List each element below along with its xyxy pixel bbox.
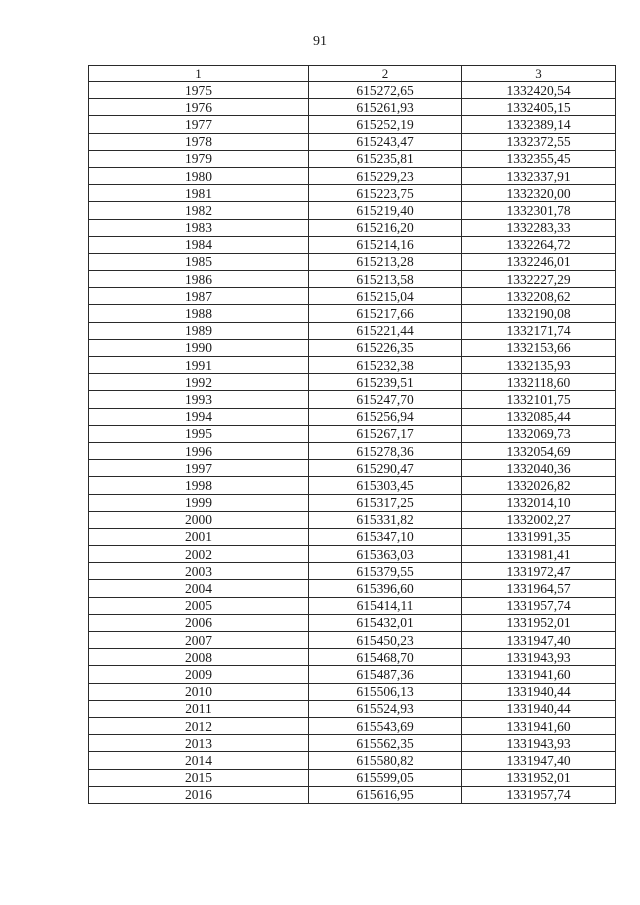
y-coordinate-cell: 1332085,44 [462, 408, 616, 425]
x-coordinate-cell: 615506,13 [309, 683, 462, 700]
x-coordinate-cell: 615216,20 [309, 219, 462, 236]
x-coordinate-cell: 615213,28 [309, 253, 462, 270]
y-coordinate-cell: 1332040,36 [462, 460, 616, 477]
point-number-cell: 2005 [89, 597, 309, 614]
point-number-cell: 1984 [89, 236, 309, 253]
table-row [89, 82, 616, 99]
table-row [89, 425, 616, 442]
point-number-cell: 2002 [89, 546, 309, 563]
x-coordinate-cell: 615599,05 [309, 769, 462, 786]
y-coordinate-cell: 1332320,00 [462, 185, 616, 202]
table-row [89, 116, 616, 133]
x-coordinate-cell: 615543,69 [309, 717, 462, 734]
x-coordinate-cell: 615379,55 [309, 563, 462, 580]
y-coordinate-cell: 1331957,74 [462, 597, 616, 614]
y-coordinate-cell: 1332171,74 [462, 322, 616, 339]
point-number-cell: 1978 [89, 133, 309, 150]
table-row [89, 305, 616, 322]
table-row [89, 236, 616, 253]
y-coordinate-cell: 1331972,47 [462, 563, 616, 580]
table-row [89, 735, 616, 752]
x-coordinate-cell: 615232,38 [309, 357, 462, 374]
point-number-cell: 1982 [89, 202, 309, 219]
y-coordinate-cell: 1332246,01 [462, 253, 616, 270]
table-row [89, 408, 616, 425]
y-coordinate-cell: 1332264,72 [462, 236, 616, 253]
point-number-cell: 2008 [89, 649, 309, 666]
table-row [89, 374, 616, 391]
table-row [89, 632, 616, 649]
point-number-cell: 2003 [89, 563, 309, 580]
point-number-cell: 1981 [89, 185, 309, 202]
y-coordinate-cell: 1331940,44 [462, 683, 616, 700]
table-row [89, 666, 616, 683]
table-row [89, 202, 616, 219]
y-coordinate-cell: 1332026,82 [462, 477, 616, 494]
y-coordinate-cell: 1332420,54 [462, 82, 616, 99]
column-header-1: 1 [89, 66, 309, 82]
y-coordinate-cell: 1331941,60 [462, 666, 616, 683]
x-coordinate-cell: 615278,36 [309, 442, 462, 459]
point-number-cell: 2011 [89, 700, 309, 717]
table-row [89, 339, 616, 356]
table-row [89, 700, 616, 717]
table-row [89, 150, 616, 167]
y-coordinate-cell: 1332190,08 [462, 305, 616, 322]
point-number-cell: 2007 [89, 632, 309, 649]
x-coordinate-cell: 615487,36 [309, 666, 462, 683]
table-body [89, 82, 616, 804]
x-coordinate-cell: 615396,60 [309, 580, 462, 597]
y-coordinate-cell: 1332002,27 [462, 511, 616, 528]
y-coordinate-cell: 1332118,60 [462, 374, 616, 391]
y-coordinate-cell: 1331952,01 [462, 614, 616, 631]
x-coordinate-cell: 615243,47 [309, 133, 462, 150]
column-header-2: 2 [309, 66, 462, 82]
x-coordinate-cell: 615580,82 [309, 752, 462, 769]
point-number-cell: 1987 [89, 288, 309, 305]
table-row [89, 494, 616, 511]
y-coordinate-cell: 1332153,66 [462, 339, 616, 356]
point-number-cell: 1988 [89, 305, 309, 322]
x-coordinate-cell: 615317,25 [309, 494, 462, 511]
point-number-cell: 1994 [89, 408, 309, 425]
table-row [89, 99, 616, 116]
x-coordinate-cell: 615261,93 [309, 99, 462, 116]
point-number-cell: 2014 [89, 752, 309, 769]
point-number-cell: 1975 [89, 82, 309, 99]
table-row [89, 649, 616, 666]
table-row [89, 253, 616, 270]
point-number-cell: 1995 [89, 425, 309, 442]
y-coordinate-cell: 1332069,73 [462, 425, 616, 442]
point-number-cell: 2010 [89, 683, 309, 700]
x-coordinate-cell: 615252,19 [309, 116, 462, 133]
point-number-cell: 1979 [89, 150, 309, 167]
table-row [89, 563, 616, 580]
point-number-cell: 1985 [89, 253, 309, 270]
x-coordinate-cell: 615331,82 [309, 511, 462, 528]
table-row [89, 786, 616, 803]
x-coordinate-cell: 615247,70 [309, 391, 462, 408]
x-coordinate-cell: 615414,11 [309, 597, 462, 614]
point-number-cell: 2006 [89, 614, 309, 631]
point-number-cell: 2001 [89, 528, 309, 545]
x-coordinate-cell: 615215,04 [309, 288, 462, 305]
x-coordinate-cell: 615217,66 [309, 305, 462, 322]
x-coordinate-cell: 615524,93 [309, 700, 462, 717]
table-row [89, 752, 616, 769]
point-number-cell: 1992 [89, 374, 309, 391]
point-number-cell: 2015 [89, 769, 309, 786]
point-number-cell: 2016 [89, 786, 309, 803]
y-coordinate-cell: 1332389,14 [462, 116, 616, 133]
table-row [89, 167, 616, 184]
table-row [89, 391, 616, 408]
table-row [89, 597, 616, 614]
y-coordinate-cell: 1332227,29 [462, 271, 616, 288]
point-number-cell: 1997 [89, 460, 309, 477]
table-row [89, 546, 616, 563]
point-number-cell: 2000 [89, 511, 309, 528]
table-row [89, 683, 616, 700]
y-coordinate-cell: 1332283,33 [462, 219, 616, 236]
point-number-cell: 1977 [89, 116, 309, 133]
x-coordinate-cell: 615239,51 [309, 374, 462, 391]
table-row [89, 442, 616, 459]
y-coordinate-cell: 1331947,40 [462, 632, 616, 649]
x-coordinate-cell: 615272,65 [309, 82, 462, 99]
point-number-cell: 1986 [89, 271, 309, 288]
y-coordinate-cell: 1331943,93 [462, 649, 616, 666]
x-coordinate-cell: 615303,45 [309, 477, 462, 494]
table-row [89, 322, 616, 339]
point-number-cell: 2004 [89, 580, 309, 597]
point-number-cell: 1999 [89, 494, 309, 511]
x-coordinate-cell: 615616,95 [309, 786, 462, 803]
table-row [89, 769, 616, 786]
table-row [89, 271, 616, 288]
point-number-cell: 1980 [89, 167, 309, 184]
point-number-cell: 1989 [89, 322, 309, 339]
point-number-cell: 1998 [89, 477, 309, 494]
y-coordinate-cell: 1331981,41 [462, 546, 616, 563]
y-coordinate-cell: 1332372,55 [462, 133, 616, 150]
y-coordinate-cell: 1331940,44 [462, 700, 616, 717]
x-coordinate-cell: 615267,17 [309, 425, 462, 442]
y-coordinate-cell: 1332208,62 [462, 288, 616, 305]
table-row [89, 717, 616, 734]
x-coordinate-cell: 615562,35 [309, 735, 462, 752]
table-row [89, 133, 616, 150]
x-coordinate-cell: 615226,35 [309, 339, 462, 356]
table-header [89, 66, 616, 82]
point-number-cell: 2013 [89, 735, 309, 752]
point-number-cell: 1996 [89, 442, 309, 459]
x-coordinate-cell: 615235,81 [309, 150, 462, 167]
y-coordinate-cell: 1332014,10 [462, 494, 616, 511]
x-coordinate-cell: 615450,23 [309, 632, 462, 649]
x-coordinate-cell: 615213,58 [309, 271, 462, 288]
y-coordinate-cell: 1332355,45 [462, 150, 616, 167]
x-coordinate-cell: 615468,70 [309, 649, 462, 666]
y-coordinate-cell: 1331941,60 [462, 717, 616, 734]
x-coordinate-cell: 615219,40 [309, 202, 462, 219]
y-coordinate-cell: 1332101,75 [462, 391, 616, 408]
y-coordinate-cell: 1331952,01 [462, 769, 616, 786]
point-number-cell: 1983 [89, 219, 309, 236]
x-coordinate-cell: 615221,44 [309, 322, 462, 339]
y-coordinate-cell: 1332405,15 [462, 99, 616, 116]
x-coordinate-cell: 615256,94 [309, 408, 462, 425]
x-coordinate-cell: 615347,10 [309, 528, 462, 545]
table-row [89, 460, 616, 477]
y-coordinate-cell: 1332301,78 [462, 202, 616, 219]
coordinates-table [88, 65, 616, 804]
table-row [89, 511, 616, 528]
x-coordinate-cell: 615432,01 [309, 614, 462, 631]
x-coordinate-cell: 615290,47 [309, 460, 462, 477]
column-header-3: 3 [462, 66, 616, 82]
point-number-cell: 1990 [89, 339, 309, 356]
table-row [89, 477, 616, 494]
table-row [89, 185, 616, 202]
point-number-cell: 1976 [89, 99, 309, 116]
y-coordinate-cell: 1332135,93 [462, 357, 616, 374]
y-coordinate-cell: 1331964,57 [462, 580, 616, 597]
table-row [89, 357, 616, 374]
y-coordinate-cell: 1331991,35 [462, 528, 616, 545]
point-number-cell: 1993 [89, 391, 309, 408]
x-coordinate-cell: 615229,23 [309, 167, 462, 184]
table-row [89, 288, 616, 305]
point-number-cell: 2012 [89, 717, 309, 734]
y-coordinate-cell: 1331943,93 [462, 735, 616, 752]
page-number: 91 [313, 34, 327, 49]
table-row [89, 528, 616, 545]
y-coordinate-cell: 1332337,91 [462, 167, 616, 184]
x-coordinate-cell: 615223,75 [309, 185, 462, 202]
y-coordinate-cell: 1332054,69 [462, 442, 616, 459]
y-coordinate-cell: 1331957,74 [462, 786, 616, 803]
header-row [89, 66, 616, 82]
x-coordinate-cell: 615363,03 [309, 546, 462, 563]
x-coordinate-cell: 615214,16 [309, 236, 462, 253]
table-row [89, 614, 616, 631]
point-number-cell: 1991 [89, 357, 309, 374]
table-row [89, 580, 616, 597]
y-coordinate-cell: 1331947,40 [462, 752, 616, 769]
table-row [89, 219, 616, 236]
point-number-cell: 2009 [89, 666, 309, 683]
